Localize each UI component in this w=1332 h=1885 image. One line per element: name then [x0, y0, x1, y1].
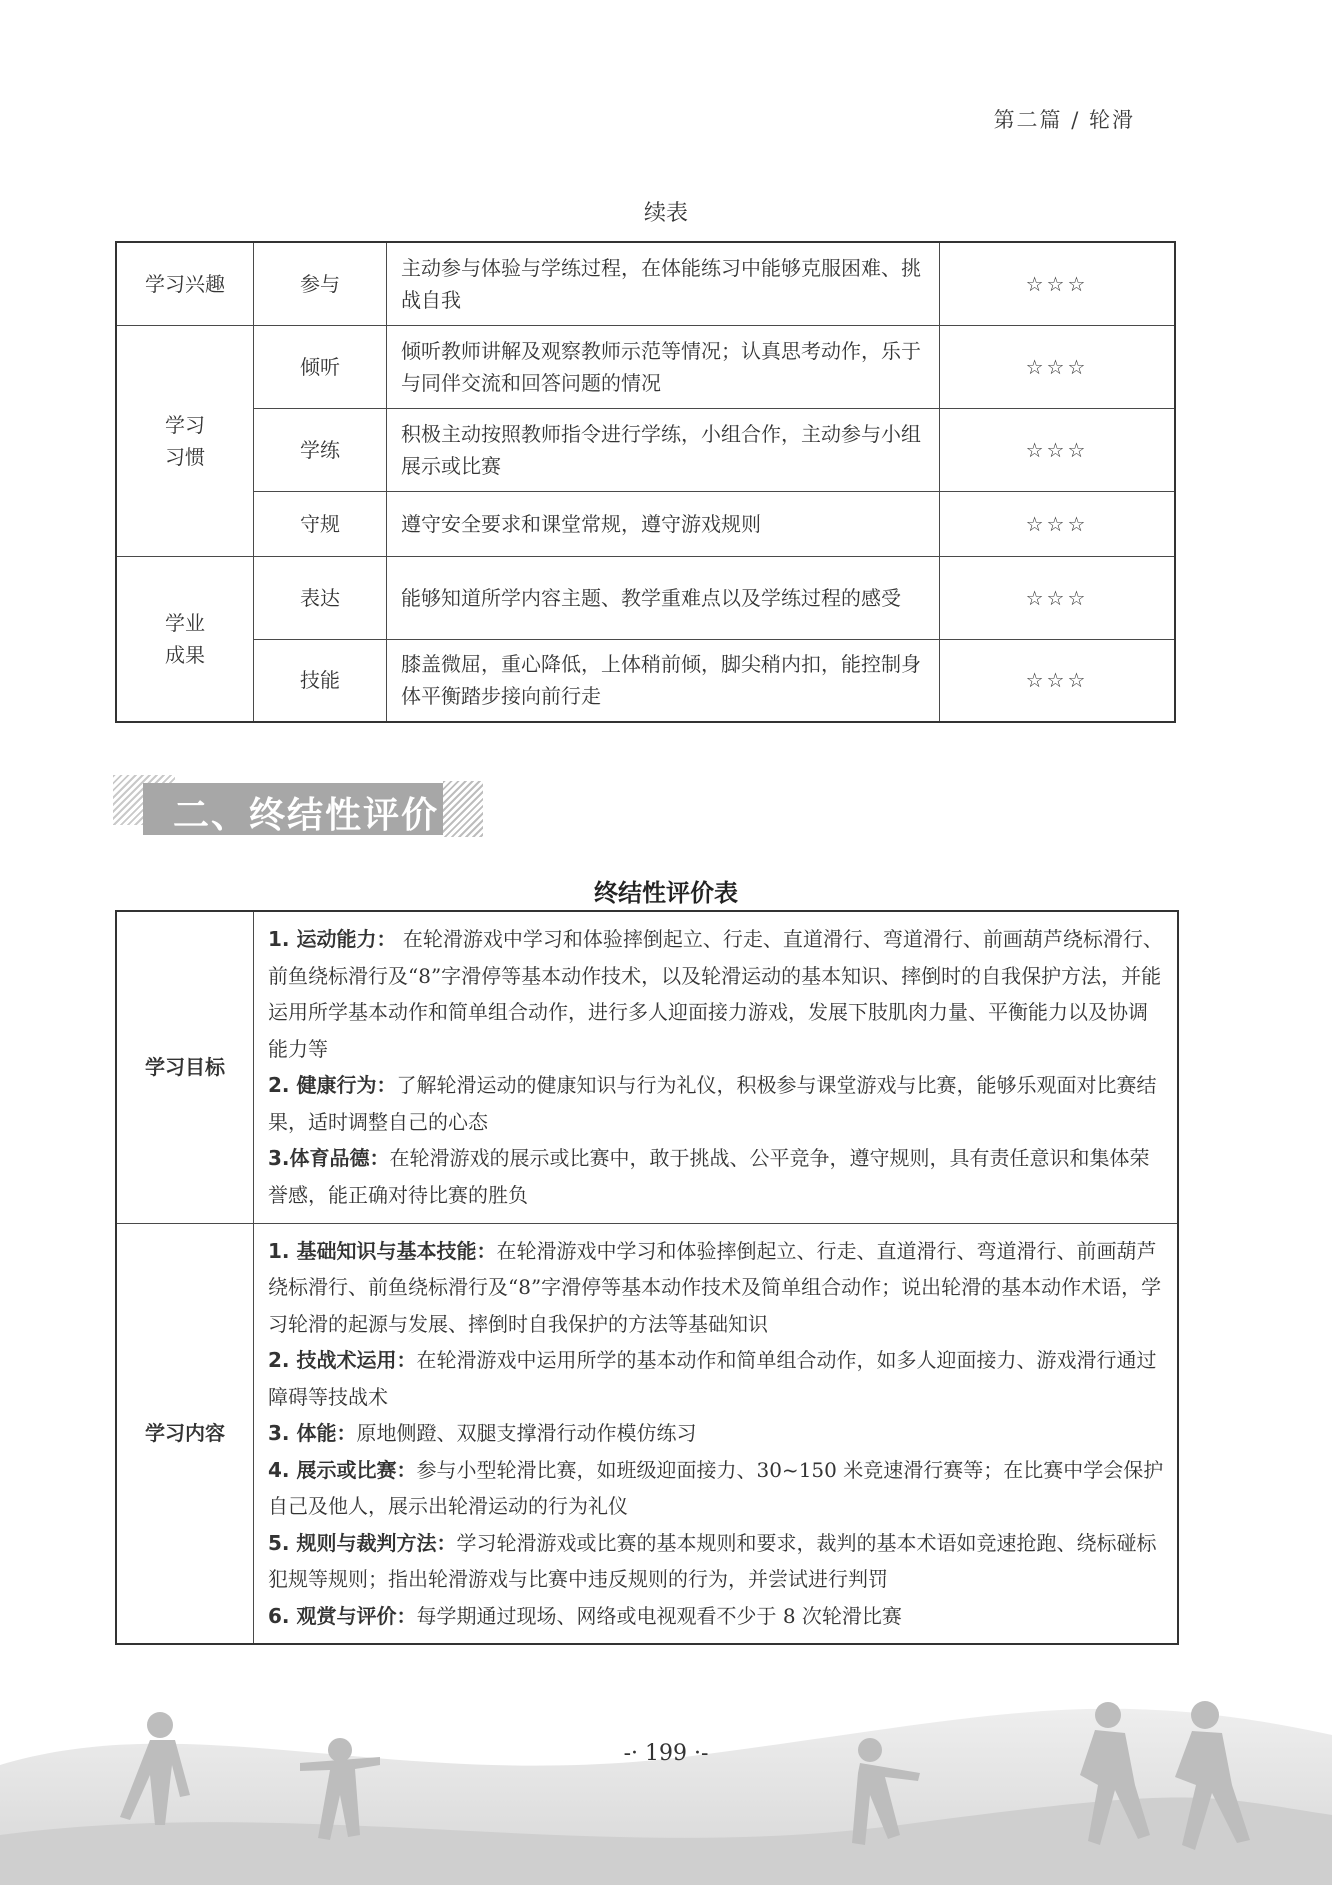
table-row: [116, 491, 1175, 556]
item-label: 3. 体能：: [268, 1421, 357, 1445]
table-row: [116, 556, 1175, 639]
summative-table-title: 终结性评价表: [594, 879, 738, 907]
table-row: [116, 242, 1175, 325]
heading-hatch-decoration: [443, 781, 483, 837]
page-number: -· 199 ·-: [623, 1741, 709, 1766]
rating-stars: ☆☆☆: [940, 639, 1176, 722]
list-item: [268, 1452, 1165, 1525]
table-row: [116, 639, 1175, 722]
chapter-header: 第二篇 / 轮滑: [993, 108, 1135, 132]
description-cell: 主动参与体验与学练过程，在体能练习中能够克服困难、挑战自我: [387, 242, 940, 325]
content-cell: [254, 1223, 1179, 1644]
item-text: 在轮滑游戏中运用所学的基本动作和简单组合动作，如多人迎面接力、游戏滑行通过障碍等技战术: [268, 1348, 1157, 1409]
subcategory-cell: 技能: [254, 639, 387, 722]
list-item: [268, 1598, 1165, 1635]
item-label: 6. 观赏与评价：: [268, 1603, 417, 1628]
item-label: 4. 展示或比赛：: [268, 1457, 417, 1482]
item-text: 每学期通过现场、网络或电视观看不少于 8 次轮滑比赛: [416, 1603, 902, 1628]
item-text: 在轮滑游戏中学习和体验摔倒起立、行走、直道滑行、弯道滑行、前画葫芦绕标滑行、前鱼绕标滑行及“8”字滑停等基本动作技术，以及轮滑运动的基本知识、摔倒时的自我保护方法，并能运用所学基本动作和简单组合动作，进行多人迎面接力游戏，发展下肢肌肉力量、平衡能力以及协调能力等: [268, 927, 1163, 1061]
rating-stars: ☆☆☆: [940, 408, 1176, 491]
description-cell: 膝盖微屈，重心降低，上体稍前倾，脚尖稍内扣，能控制身体平衡踏步接向前行走: [387, 639, 940, 722]
category-cell: 学习兴趣: [116, 242, 254, 325]
item-label: 1. 运动能力：: [268, 927, 397, 952]
item-label: 2. 健康行为：: [268, 1073, 397, 1098]
category-cell: 学习内容: [116, 1223, 254, 1644]
table-row: [116, 408, 1175, 491]
item-text: 参与小型轮滑比赛，如班级迎面接力、30~150 米竞速滑行赛等；在比赛中学会保护自己及他人，展示出轮滑运动的行为礼仪: [268, 1457, 1164, 1518]
rating-stars: ☆☆☆: [940, 556, 1176, 639]
subcategory-cell: 学练: [254, 408, 387, 491]
list-item: [268, 1140, 1165, 1213]
content-cell: [254, 911, 1179, 1223]
table-row: [116, 325, 1175, 408]
list-item: [268, 1525, 1165, 1598]
table-row: [116, 1223, 1178, 1644]
category-cell: 学业 成果: [116, 556, 254, 722]
rating-stars: ☆☆☆: [940, 491, 1176, 556]
item-label: 3.体育品德：: [268, 1146, 390, 1171]
list-item: [268, 1415, 1165, 1452]
subcategory-cell: 参与: [254, 242, 387, 325]
item-text: 在轮滑游戏的展示或比赛中，敢于挑战、公平竞争，遵守规则，具有责任意识和集体荣誉感，能正确对待比赛的胜负: [268, 1146, 1150, 1207]
subcategory-cell: 倾听: [254, 325, 387, 408]
section-heading: [113, 775, 493, 843]
item-label: 2. 技战术运用：: [268, 1348, 417, 1372]
section-title: 二、终结性评价: [173, 795, 440, 836]
description-cell: 能够知道所学内容主题、教学重难点以及学练过程的感受: [387, 556, 940, 639]
item-text: 原地侧蹬、双腿支撑滑行动作模仿练习: [356, 1421, 697, 1445]
list-item: [268, 1067, 1165, 1140]
table-row: [116, 911, 1178, 1223]
item-label: 1. 基础知识与基本技能：: [268, 1238, 497, 1263]
category-cell: 学习目标: [116, 911, 254, 1223]
subcategory-cell: 表达: [254, 556, 387, 639]
description-cell: 积极主动按照教师指令进行学练，小组合作，主动参与小组展示或比赛: [387, 408, 940, 491]
formative-evaluation-table: [115, 241, 1176, 723]
description-cell: 遵守安全要求和课堂常规，遵守游戏规则: [387, 491, 940, 556]
summative-evaluation-table: [115, 910, 1179, 1645]
list-item: [268, 1233, 1165, 1343]
rating-stars: ☆☆☆: [940, 325, 1176, 408]
subcategory-cell: 守规: [254, 491, 387, 556]
table-continued-caption: 续表: [643, 201, 688, 226]
item-text: 学习轮滑游戏或比赛的基本规则和要求，裁判的基本术语如竞速抢跑、绕标碰标犯规等规则；指出轮滑游戏与比赛中违反规则的行为，并尝试进行判罚: [268, 1530, 1157, 1591]
list-item: [268, 1342, 1165, 1415]
category-cell: 学习 习惯: [116, 325, 254, 556]
description-cell: 倾听教师讲解及观察教师示范等情况；认真思考动作，乐于与同伴交流和回答问题的情况: [387, 325, 940, 408]
item-label: 5. 规则与裁判方法：: [268, 1530, 457, 1555]
item-text: 在轮滑游戏中学习和体验摔倒起立、行走、直道滑行、弯道滑行、前画葫芦绕标滑行、前鱼绕标滑行及“8”字滑停等基本动作技术及简单组合动作；说出轮滑的基本动作术语，学习轮滑的起源与发展、摔倒时自我保护的方法等基础知识: [268, 1238, 1162, 1336]
list-item: [268, 921, 1165, 1067]
rating-stars: ☆☆☆: [940, 242, 1176, 325]
item-text: 了解轮滑运动的健康知识与行为礼仪，积极参与课堂游戏与比赛，能够乐观面对比赛结果，适时调整自己的心态: [268, 1073, 1157, 1134]
